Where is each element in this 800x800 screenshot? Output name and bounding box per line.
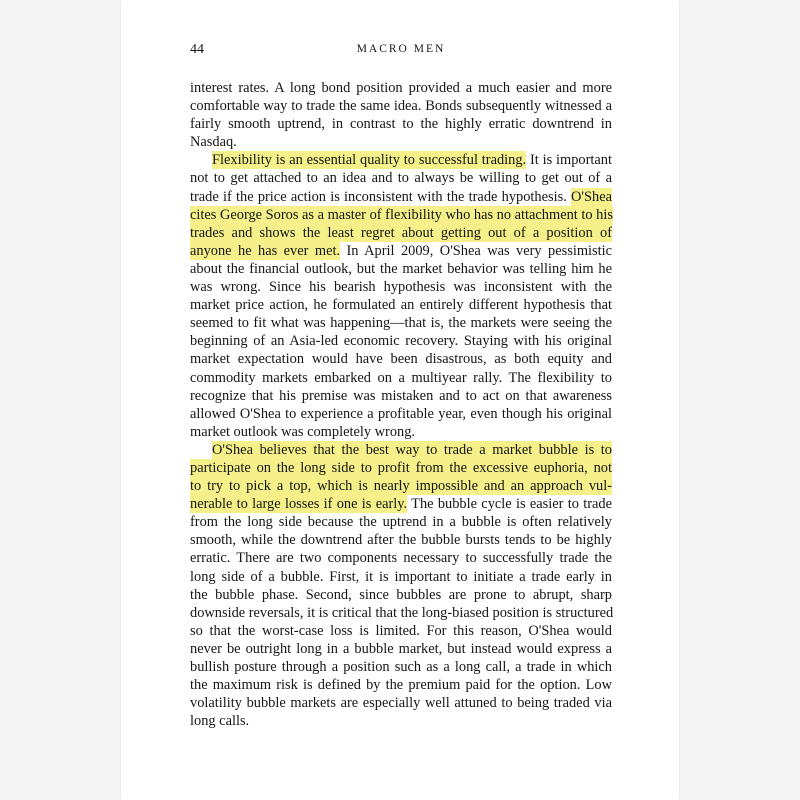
text-segment: not to get attached to an idea and to always be willing to get out of a (190, 170, 612, 187)
text-segment: bullish posture through a position such as a long call, a trade in which (190, 659, 612, 675)
text-line (190, 676, 612, 694)
text-segment: beginning of an Asia-led economic recovery. Staying with his original (190, 333, 612, 350)
text-segment: erratic. There are two components necessary to successfully trade the (190, 550, 612, 567)
highlighted-text: trades and shows the least regret about getting out of a position of (190, 224, 612, 241)
text-segment: smooth, while the downtrend after the bubble bursts tends to be highly (190, 532, 612, 549)
text-line (190, 423, 612, 441)
text-segment: market expectation would have been disastrous, as both equity and (190, 351, 612, 368)
text-line (190, 658, 612, 676)
text-segment: trade if the price action is inconsistent with the trade hypothesis. (190, 188, 572, 205)
text-line (190, 694, 612, 712)
text-line (190, 332, 612, 350)
highlighted-text: Flexibility is an essential quality to successful trading. (212, 152, 527, 169)
text-segment: allowed O'Shea to experience a profitable year, even though his original (190, 405, 612, 422)
text-line (190, 549, 612, 567)
text-segment: market outlook was completely wrong. (190, 423, 416, 440)
text-segment: In April 2009, O'Shea was very pessimistic (340, 242, 613, 259)
highlighted-text: cites George Soros as a master of flexibility who has no attachment to his (190, 206, 613, 223)
text-segment: seemed to fit what was happening—that is, the markets were seeing the (190, 315, 612, 332)
highlighted-text: participate on the long side to profit from the excessive euphoria, not (190, 459, 612, 476)
text-segment: market price action, he formulated an entirely different hypothesis that (190, 297, 612, 314)
text-line (190, 387, 612, 405)
text-segment: The bubble cycle is easier to trade (407, 496, 612, 513)
text-segment: interest rates. A long bond position provided a much easier and more (190, 80, 612, 96)
page-number: 44 (190, 42, 204, 57)
text-segment: from the long side because the uptrend in a bubble is often relatively (190, 514, 612, 531)
text-line (190, 314, 612, 332)
text-line (190, 115, 612, 133)
text-line (190, 188, 612, 206)
text-segment: Nasdaq. (190, 134, 237, 151)
text-line (190, 459, 612, 477)
text-segment: commodity markets embarked on a multiyear rally. The flexibility to (190, 369, 612, 386)
text-segment: long calls. (190, 713, 250, 730)
running-head: MACRO MEN (356, 43, 446, 55)
text-line (190, 97, 612, 115)
text-line (190, 296, 612, 314)
text-line (190, 260, 612, 278)
text-line (190, 640, 612, 658)
text-segment: was wrong. Since his bearish hypothesis was inconsistent with the (190, 279, 612, 296)
text-segment: It is important (526, 152, 613, 169)
text-line (190, 405, 612, 423)
text-line (190, 369, 612, 387)
text-segment: comfortable way to trade the same idea. Bonds subsequently witnessed a (190, 98, 612, 115)
text-segment: about the financial outlook, but the market behavior was telling him he (190, 260, 612, 277)
text-line (190, 206, 612, 224)
highlighted-text: to try to pick a top, which is nearly impossible and an approach vul- (190, 478, 612, 495)
highlighted-text: O'Shea believes that the best way to trade a market bubble is to (212, 441, 612, 458)
text-segment: fairly smooth uptrend, in contrast to the highly erratic downtrend in (190, 116, 612, 133)
text-segment: downside reversals, it is critical that the long-biased position is structured (190, 604, 614, 621)
text-line (190, 531, 612, 549)
highlighted-text: O'Shea (571, 188, 612, 205)
text-line (190, 224, 612, 242)
highlighted-text: anyone he has ever met. (190, 242, 341, 259)
body-text (190, 79, 612, 730)
text-line (190, 441, 612, 459)
text-segment: the maximum risk is defined by the premium paid for the option. Low (190, 677, 612, 694)
highlighted-text: nerable to large losses if one is early. (190, 496, 408, 513)
text-line (190, 622, 612, 640)
text-line (190, 568, 612, 586)
text-line (190, 79, 612, 97)
page-header (190, 42, 612, 58)
text-line (190, 712, 612, 730)
text-segment: so that the worst-case loss is limited. For this reason, O'Shea would (190, 622, 612, 639)
text-segment: long side of a bubble. First, it is important to initiate a trade early in (190, 568, 612, 585)
text-line (190, 604, 612, 622)
text-segment: never be outright long in a bubble market, but instead would express a (190, 640, 612, 657)
text-segment: recognize that his premise was mistaken and to act on that awareness (190, 387, 612, 404)
text-segment: the bubble phase. Second, since bubbles are prone to abrupt, sharp (190, 586, 612, 603)
text-line (190, 586, 612, 604)
text-line (190, 133, 612, 151)
text-line (190, 495, 612, 513)
text-line (190, 513, 612, 531)
text-line (190, 477, 612, 495)
text-segment: volatility bubble markets are especially well attuned to being traded via (190, 695, 612, 712)
text-line (190, 242, 612, 260)
text-line (190, 151, 612, 169)
text-line (190, 278, 612, 296)
text-line (190, 350, 612, 368)
text-line (190, 169, 612, 187)
